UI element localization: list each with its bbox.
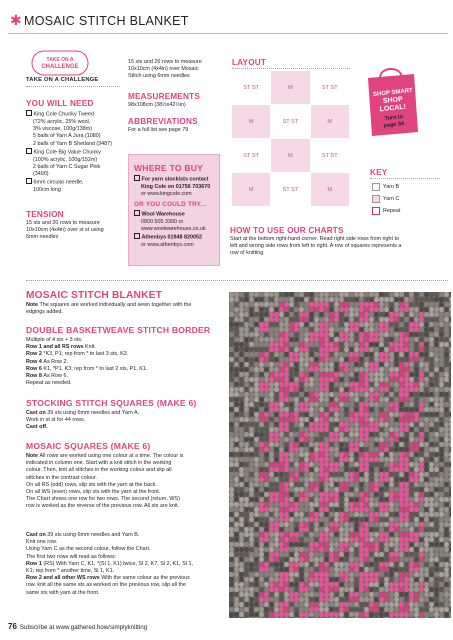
layout-heading: LAYOUT	[232, 58, 267, 67]
instruction-line: Row 2 *K3, P1; rep from * to last 3 sts, K3.	[26, 351, 129, 358]
shop-local-bag	[362, 62, 420, 142]
instruction-line: Row 1 (RS) With Yarn C, K1, *(Sl 1, K1) twice, Sl 2, K7, Sl 2, K1, Sl 1,	[26, 560, 193, 567]
layout-cell: M	[232, 173, 270, 206]
asterisk-icon: ✱	[10, 12, 22, 28]
text-line: 2 balls of Yarn B Shetland (3487)	[33, 140, 112, 147]
you-will-need-heading: YOU WILL NEED	[26, 99, 94, 108]
abbreviations-heading: ABBREVIATIONS	[128, 117, 198, 126]
measurements-heading: MEASUREMENTS	[128, 92, 200, 101]
tension-text: 15 sts and 20 rows to measure 10x10cm (4x4in) over st st using 6mm needles	[26, 220, 104, 241]
text-line: 5 balls of Yarn A Jura (1080)	[33, 133, 101, 140]
you-will-need-list	[26, 110, 126, 194]
page-title: MOSAIC STITCH BLANKET	[24, 14, 189, 28]
instruction-line: indicated in column one. Start with a knit stitch in the working	[26, 460, 172, 467]
how-to-use-heading: HOW TO USE OUR CHARTS	[230, 226, 344, 235]
layout-cell: M	[311, 173, 349, 206]
mosaic-heading: MOSAIC SQUARES (MAKE 6)	[26, 441, 151, 451]
instruction-line: The Chart shows one row for two rows. The second (return, WS)	[26, 496, 180, 503]
divider	[370, 178, 440, 179]
tension-mosaic-text: 15 sts and 26 rows to measure 10x10cm (4x4in) over Mosaic Stitch using 6mm needles	[128, 59, 202, 80]
pattern-note	[26, 302, 224, 316]
measurements-text: 98x108cm (38½x42½in)	[128, 102, 186, 108]
text-line: 6mm circular needle,	[26, 178, 126, 187]
text-line: (100% acrylic, 100g/152m)	[33, 156, 98, 163]
layout-cell: ST ST	[232, 71, 270, 104]
key-swatch-yarn-b	[372, 183, 380, 191]
text-line: www.woolwarehouse.co.uk	[141, 226, 206, 233]
divider	[26, 86, 120, 87]
instruction-line: The first two rows will read as follows:	[26, 553, 117, 560]
instruction-line: row, knit all the same sts as worked on the previous row, slip all the	[26, 582, 186, 589]
stocking-heading: STOCKING STITCH SQUARES (MAKE 6)	[26, 398, 197, 408]
text-line: 2 balls of Yarn C Sugar Pink	[33, 163, 101, 170]
where-to-buy-alt-list	[134, 210, 218, 249]
instruction-line: edgings added.	[26, 309, 63, 316]
key-swatch-repeat	[372, 207, 380, 215]
text-line: King Cole Big Value Chunky	[26, 148, 126, 157]
instruction-line: stitches in the contrast colour.	[26, 474, 98, 481]
challenge-caption: TAKE ON A CHALLENGE	[26, 77, 99, 83]
section-divider	[26, 280, 448, 281]
text-line: 3% viscose, 100g/138m)	[33, 126, 93, 133]
instruction-line: On all WS (even) rows, slip sts with the yarn at the front.	[26, 489, 161, 496]
where-to-buy-subheading: OR YOU COULD TRY...	[134, 201, 207, 208]
badge-line1: TAKE ON A	[46, 57, 74, 63]
text-line: 100cm long	[33, 187, 61, 194]
layout-cell: M	[311, 105, 349, 138]
checkbox-icon	[134, 175, 140, 181]
challenge-badge	[26, 48, 94, 78]
text-line: or www.athenbys.com	[141, 242, 194, 249]
checkbox-icon	[134, 210, 140, 216]
key-label: Yarn C	[383, 196, 400, 202]
text-line: Wool Warehouse	[134, 210, 218, 219]
mosaic-row-instructions	[26, 532, 224, 597]
layout-cell: M	[232, 105, 270, 138]
key-swatch-yarn-c	[372, 195, 380, 203]
instruction-line: Multiple of 4 sts + 3 sts.	[26, 337, 83, 343]
bag-line1: SHOP SMART	[372, 87, 414, 99]
abbreviations-text: For a full list see page 79	[128, 127, 189, 133]
layout-chart	[232, 71, 351, 207]
checkbox-icon	[26, 178, 32, 184]
knitted-square-photo	[229, 292, 451, 618]
text-line: (72% acrylic, 25% wool,	[33, 118, 91, 125]
stocking-instructions	[26, 410, 224, 432]
badge-line2: CHALLENGE	[41, 64, 79, 70]
bag-line3: LOCAL!	[379, 103, 407, 114]
title-divider	[8, 33, 448, 34]
where-to-buy-list	[134, 175, 218, 198]
divider	[232, 68, 350, 69]
text-line: King Cole Chunky Tweed	[26, 110, 126, 119]
checkbox-icon	[134, 233, 140, 239]
instruction-line: Row 1 and all RS rows Knit.	[26, 344, 96, 351]
instruction-line: Cast off.	[26, 424, 48, 431]
instruction-line: row is worked as the reverse of the previous row. All sts are knit.	[26, 503, 180, 510]
text-line: 0800 505 3300 or	[141, 218, 184, 225]
instruction-line: Using Yarn C as the second colour, follow the Chart.	[26, 546, 151, 553]
text-line: (3490)	[33, 171, 49, 178]
key-label: Repeat	[383, 208, 401, 214]
instruction-line: Repeat as needed.	[26, 380, 72, 387]
key-heading: KEY	[370, 168, 388, 177]
instruction-line: On all RS (odd) rows, slip sts with the yarn at the back.	[26, 481, 157, 488]
text-line: For yarn stockists contact	[134, 175, 218, 184]
text-line: Athenbys 01948 820052	[134, 233, 218, 242]
instruction-line: Row 6 K1, *P1, K3; rep from * to last 2 sts, P1, K1.	[26, 365, 148, 372]
instruction-line: K1; rep from * another time, Sl 1, K1.	[26, 568, 115, 575]
layout-cell: M	[271, 139, 309, 172]
instruction-line: Row 2 and all other WS rows With the same colour as the previous	[26, 575, 190, 582]
instruction-line: Work in st st for 44 rows.	[26, 417, 86, 424]
border-heading: DOUBLE BASKETWEAVE STITCH BORDER	[26, 325, 211, 335]
bag-line2: SHOP	[382, 95, 404, 106]
page-number: 76	[8, 622, 17, 631]
border-instructions	[26, 337, 224, 387]
mosaic-instructions	[26, 453, 224, 511]
where-to-buy-box	[128, 154, 220, 266]
tension-heading: TENSION	[26, 210, 64, 219]
checkbox-icon	[26, 110, 32, 116]
layout-cell: ST ST	[271, 173, 309, 206]
text-line: King Cole on 01756 703670	[141, 183, 211, 190]
layout-cell: ST ST	[311, 71, 349, 104]
bag-line5: page 34	[383, 120, 405, 130]
instruction-line: Cast on 39 sts using 6mm needles and Yarn B.	[26, 532, 140, 538]
checkbox-icon	[26, 148, 32, 154]
instruction-line: colour. Then, knit all stitches in the working colour and slip all	[26, 467, 172, 474]
text-line: or www.kingcole.com	[141, 191, 192, 198]
bag-line4: Turn to	[384, 114, 404, 122]
instruction-line: same sts with yarn at the front.	[26, 589, 100, 596]
key-label: Yarn B	[383, 184, 400, 190]
instruction-line: Cast on 39 sts using 6mm needles and Yarn A.	[26, 410, 140, 416]
layout-cell: M	[271, 71, 309, 104]
where-to-buy-heading: WHERE TO BUY	[134, 163, 204, 173]
instruction-line: Row 8 As Row 6.	[26, 373, 68, 380]
instruction-line: Row 4 As Row 2.	[26, 358, 68, 365]
layout-cell: ST ST	[232, 139, 270, 172]
layout-cell: ST ST	[311, 139, 349, 172]
pattern-title: MOSAIC STITCH BLANKET	[26, 290, 163, 301]
footer	[8, 622, 147, 631]
layout-cell: ST ST	[271, 105, 309, 138]
how-to-use-text: Start at the bottom right-hand corner. Read right side rows from right to left and wrong side rows from left to right. A row of squares represents a row of knitting	[230, 236, 402, 257]
instruction-line: Note All rows are worked using one colour at a time. The colour is	[26, 453, 184, 459]
instruction-line: Note The squares are worked individually and sewn together with the	[26, 302, 192, 308]
footer-text: Subscribe at www.gathered.how/simplyknitting	[19, 624, 148, 631]
instruction-line: Knit one row.	[26, 539, 58, 546]
